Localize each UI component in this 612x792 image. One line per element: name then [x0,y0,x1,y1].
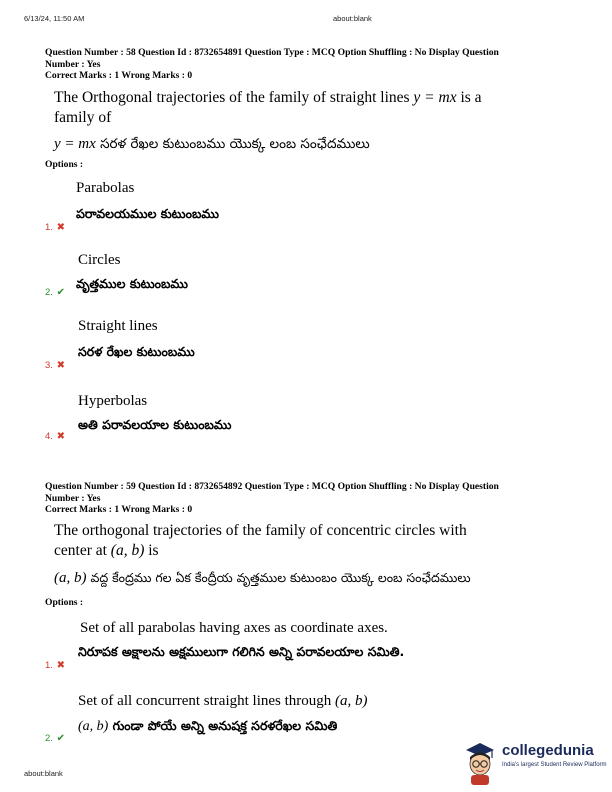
option-text: Set of all concurrent straight lines through (a, b) [78,693,368,709]
logo-tagline: India's largest Student Review Platform [502,762,607,768]
options-label: Options : [45,158,84,170]
option-number: 1. ✖ [45,222,65,233]
question-stem-telugu: (a, b) వద్ద కేంద్రము గల ఏక కేంద్రీయ వృత్తముల కుటుంబం యొక్క లంబ సంఛేదములు [54,569,471,586]
option-text-telugu: (a, b) గుండా పోయే అన్ని అనుషక్త సరళరేఖల సమితి [78,718,338,734]
collegedunia-logo [462,740,612,788]
question-stem: The Orthogonal trajectories of the family of straight lines y = mx is a [54,88,482,106]
question-stem: The orthogonal trajectories of the family of concentric circles with [54,521,467,539]
question-stem-telugu: y = mx సరళ రేఖల కుటుంబము యొక్క లంబ సంఛేదములు [54,135,370,152]
print-datetime: 6/13/24, 11:50 AM [24,14,85,23]
check-icon: ✔ [56,287,65,298]
footer-url: about:blank [24,769,63,778]
question-meta: Question Number : 59 Question Id : 8732654892 Question Type : MCQ Option Shuffling : No Display Question [45,481,499,492]
option-text-telugu: అతి పరావలయాల కుటుంబము [78,417,232,432]
option-text-telugu: పరావలయముల కుటుంబము [76,206,219,221]
option-number: 2. ✔ [45,287,65,298]
question-stem-line2: center at (a, b) is [54,541,159,559]
option-number: 3. ✖ [45,360,65,371]
question-stem-line2: family of [54,108,112,126]
question-marks: Correct Marks : 1 Wrong Marks : 0 [45,70,193,81]
wrong-icon: ✖ [56,360,65,371]
logo-name: collegedunia [502,742,594,759]
question-58 [45,47,575,170]
wrong-icon: ✖ [56,431,65,442]
print-url: about:blank [333,14,372,23]
question-meta-cont: Number : Yes [45,492,101,504]
check-icon: ✔ [56,733,65,744]
option-text-telugu: వృత్తముల కుటుంబము [76,276,188,291]
option-text: Hyperbolas [78,393,148,409]
option-number: 4. ✖ [45,431,65,442]
option-text: Parabolas [76,180,135,196]
options-label: Options : [45,596,84,608]
option-text: Circles [78,252,121,268]
option-text-telugu: సరళ రేఖల కుటుంబము [78,344,195,359]
option-number: 2. ✔ [45,733,65,744]
option-text: Set of all parabolas having axes as coordinate axes. [80,620,388,636]
question-meta: Question Number : 58 Question Id : 8732654891 Question Type : MCQ Option Shuffling : No Display Question [45,47,499,58]
question-meta-cont: Number : Yes [45,58,101,70]
wrong-icon: ✖ [56,660,65,671]
student-mascot-icon [462,740,498,786]
option-number: 1. ✖ [45,660,65,671]
option-text-telugu: నిరూపక అక్షాలను అక్షములుగా గలిగిన అన్ని పరావలయాల సమితి. [78,644,405,659]
question-59 [45,481,575,608]
question-marks: Correct Marks : 1 Wrong Marks : 0 [45,504,193,515]
wrong-icon: ✖ [56,222,65,233]
option-text: Straight lines [78,318,158,334]
